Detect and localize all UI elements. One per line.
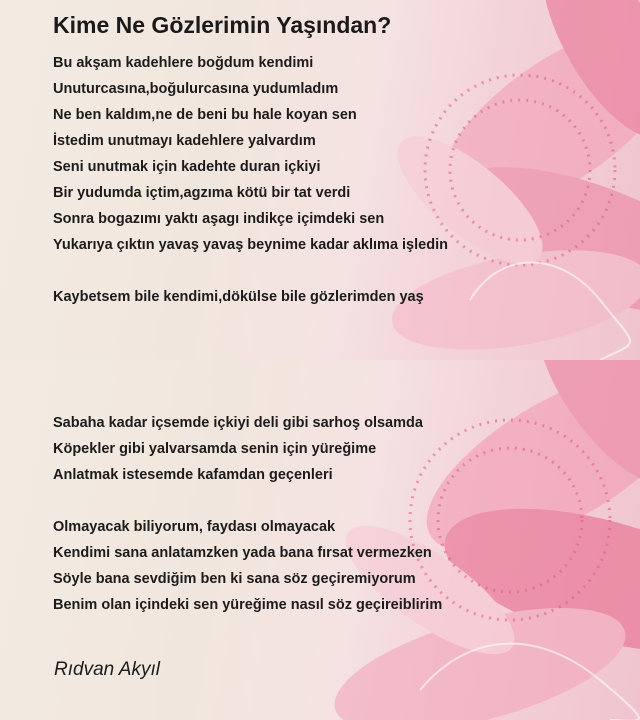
- poem-line: Bir yudumda içtim,agzıma kötü bir tat verdi: [53, 185, 351, 201]
- poem-line: Kaybetsem bile kendimi,dökülse bile gözlerimden yaş: [53, 289, 424, 305]
- poem-line: Unuturcasına,boğulurcasına yudumladım: [53, 81, 339, 97]
- poem-line: Yukarıya çıktın yavaş yavaş beynime kadar aklıma işledin: [53, 237, 448, 253]
- poem-line: Köpekler gibi yalvarsamda senin için yüreğime: [53, 441, 377, 457]
- poem-line: Benim olan içindeki sen yüreğime nasıl söz geçireiblirim: [53, 597, 443, 613]
- poem-line: Anlatmak istesemde kafamdan geçenleri: [53, 467, 333, 483]
- poem-line: İstedim unutmayı kadehlere yalvardım: [53, 133, 316, 149]
- poem-title: Kime Ne Gözlerimin Yaşından?: [53, 12, 392, 38]
- stanza-1: [53, 50, 448, 258]
- poem-line: Seni unutmak için kadehte duran içkiyi: [53, 159, 321, 175]
- stanza-2: [53, 284, 424, 310]
- poem-line: Ne ben kaldım,ne de beni bu hale koyan sen: [53, 107, 357, 123]
- stanza-4: [53, 514, 442, 618]
- poem-line: Sonra bogazımı yaktı aşagı indikçe içimdeki sen: [53, 211, 385, 227]
- poem-line: Sabaha kadar içsemde içkiyi deli gibi sarhoş olsamda: [53, 415, 423, 431]
- poem-line: Olmayacak biliyorum, faydası olmayacak: [53, 519, 336, 535]
- stanza-3: [53, 410, 423, 488]
- poem-author: Rıdvan Akyıl: [54, 659, 160, 680]
- poem-line: Söyle bana sevdiğim ben ki sana söz geçiremiyorum: [53, 571, 416, 587]
- poem-line: Kendimi sana anlatamzken yada bana fırsat vermezken: [53, 545, 432, 561]
- poem-line: Bu akşam kadehlere boğdum kendimi: [53, 55, 314, 71]
